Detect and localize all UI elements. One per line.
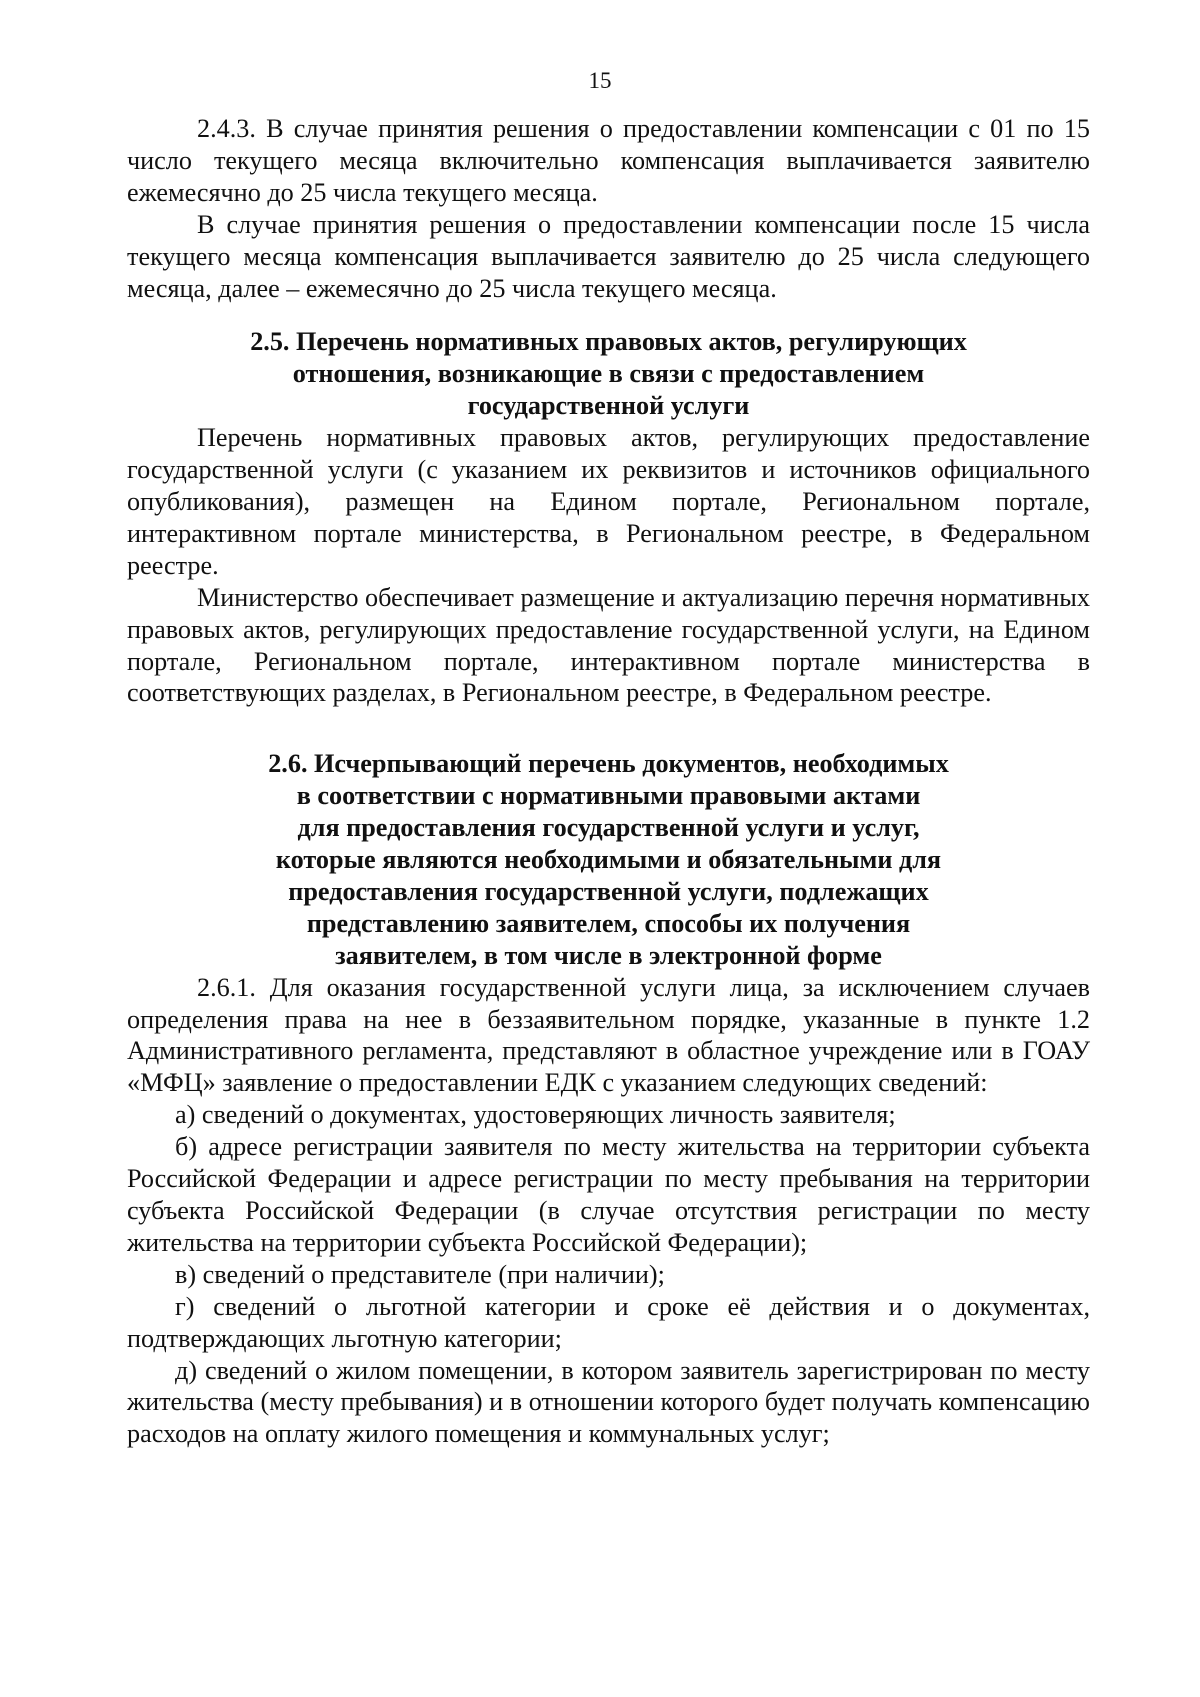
page-number: 15 [588, 68, 612, 93]
section-2-6-heading [127, 748, 1090, 971]
section-2-6-1-paragraph: 2.6.1. Для оказания государственной услуги лица, за исключением случаев определения права на нее в беззаявительном порядке, указанные в пункте 1.2 Административного регламента, представляют в областное учреждение или в ГОАУ «МФЦ» заявление о предоставлении ЕДК с указанием следующих сведений: [127, 972, 1090, 1098]
heading-line: 2.6. Исчерпывающий перечень документов, необходимых [268, 749, 949, 779]
heading-line: в соответствии с нормативными правовыми актами [296, 781, 921, 811]
page-content [127, 113, 1090, 1450]
section-2-5-paragraph: Министерство обеспечивает размещение и актуализацию перечня нормативных правовых актов, регулирующих предоставление государственной услуги, на Едином портале, Региональном портале, интерактивном портале министерства в соответствующих разделах, в Региональном реестре, в Федеральном реестре. [127, 582, 1090, 708]
heading-line: предоставления государственной услуги, подлежащих [288, 876, 929, 906]
heading-line: 2.5. Перечень нормативных правовых актов, регулирующих [250, 327, 967, 357]
heading-line: которые являются необходимыми и обязательными для [275, 845, 942, 875]
section-2-5-heading [127, 326, 1090, 422]
heading-line: представлению заявителем, способы их получения [306, 908, 911, 938]
paragraph-2-4-3-continued: В случае принятия решения о предоставлении компенсации после 15 числа текущего месяца компенсация выплачивается заявителю до 25 числа следующего месяца, далее – ежемесячно до 25 числа текущего месяца. [127, 209, 1090, 303]
list-item-d: д) сведений о жилом помещении, в котором заявитель зарегистрирован по месту жительства (месту пребывания) и в отношении которого будет получать компенсацию расходов на оплату жилого помещения и коммунальных услуг; [127, 1355, 1090, 1449]
list-item-v: в) сведений о представителе (при наличии); [175, 1259, 665, 1289]
list-item-g: г) сведений о льготной категории и сроке её действия и о документах, подтверждающих льготную категории; [127, 1291, 1090, 1353]
paragraph-2-4-3: 2.4.3. В случае принятия решения о предоставлении компенсации с 01 по 15 число текущего месяца включительно компенсация выплачивается заявителю ежемесячно до 25 числа текущего месяца. [127, 114, 1090, 207]
heading-line: отношения, возникающие в связи с предоставлением [292, 359, 925, 389]
list-item-b: б) адресе регистрации заявителя по месту жительства на территории субъекта Российской Федерации и адресе регистрации по месту пребывания на территории субъекта Российской Федерации (в случае отсутствия регистрации по месту жительства на территории субъекта Российской Федерации); [127, 1132, 1090, 1257]
heading-line: заявителем, в том числе в электронной форме [335, 940, 882, 970]
heading-line: государственной услуги [467, 391, 750, 421]
list-item-a: а) сведений о документах, удостоверяющих личность заявителя; [175, 1100, 896, 1130]
heading-line: для предоставления государственной услуги и услуг, [297, 813, 920, 843]
section-2-5-paragraph: Перечень нормативных правовых актов, регулирующих предоставление государственной услуги (с указанием их реквизитов и источников официального опубликования), размещен на Едином портале, Региональном портале, интерактивном портале министерства, в Региональном реестре, в Федеральном реестре. [127, 423, 1090, 580]
